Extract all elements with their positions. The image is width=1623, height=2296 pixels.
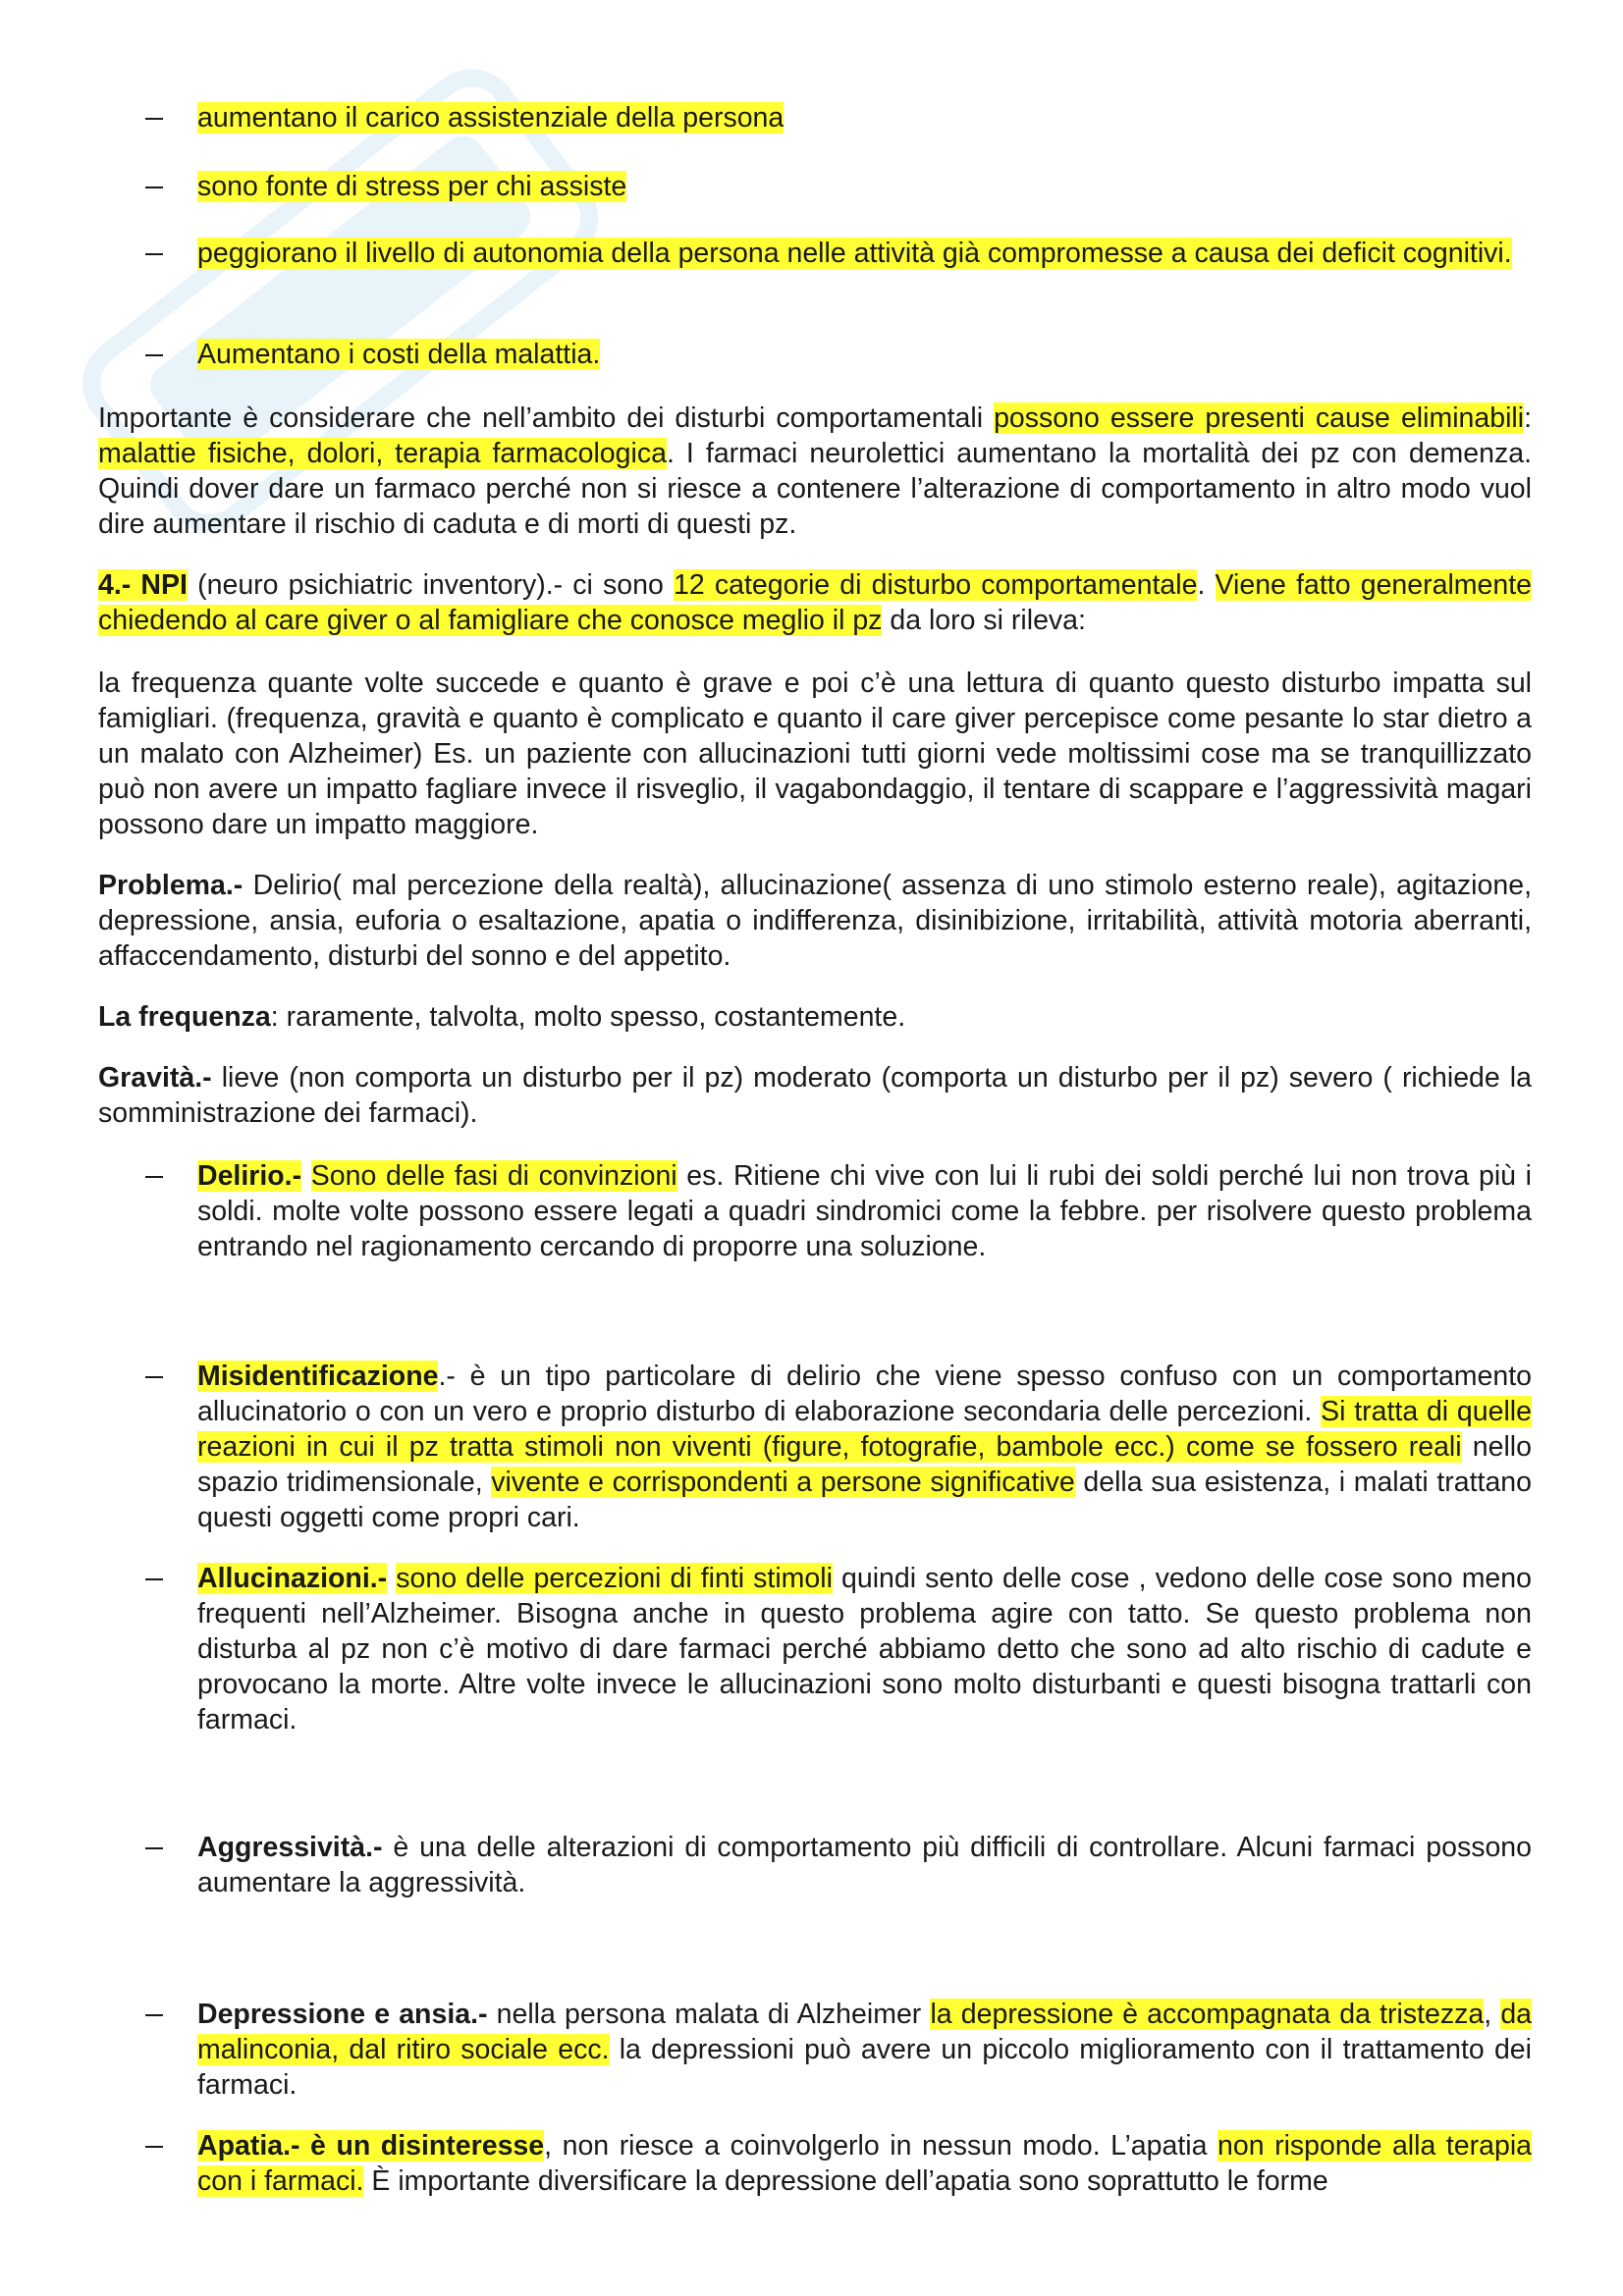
paragraph-npi: 4.- NPI (neuro psichiatric inventory).- ci sono 12 categorie di disturbo comportamentale. Viene fatto generalmente chiedendo al care giver o al famigliare che conosce meglio il pz da loro si rileva: [98,569,1532,636]
dash-icon [145,169,165,204]
dash-icon [145,1830,165,1865]
paragraph-importante: Importante è considerare che nell’ambito dei disturbi comportamentali possono essere presenti cause eliminabili: malattie fisiche, dolori, terapia farmacologica. I farmaci neurolettici aumentano la mortalità dei pz con demenza. Quindi dover dare un farmaco perché non si riesce a contenere l’alterazione di comportamento in altro modo vuol dire aumentare il rischio di caduta e di morti di questi pz. [98,402,1532,540]
list-item: aumentano il carico assistenziale della persona [98,100,1532,135]
list-item-apatia: Apatia.- è un disinteresse, non riesce a coinvolgerlo in nessun modo. L’apatia non risponde alla terapia con i farmaci. È importante diversificare la depressione dell’apatia sono soprattutto le forme [98,2128,1532,2199]
paragraph-frequenza: la frequenza quante volte succede e quanto è grave e poi c’è una lettura di quanto questo disturbo impatta sul famigliari. (frequenza, gravità e quanto è complicato e quanto il care giver percepisce come pesante lo star dietro a un malato con Alzheimer) Es. un paziente con allucinazioni tutti giorni vede moltissimi cose ma se tranquillizzato può non avere un impatto fagliare invece il risveglio, il vagabondaggio, il tentare di scappare e l’aggressività magari possono dare un impatto maggiore. [98,667,1532,840]
list-item-allucinazioni: Allucinazioni.- sono delle percezioni di finti stimoli quindi sento delle cose , vedono delle cose sono meno frequenti nell’Alzheimer. Bisogna anche in questo problema agire con tatto. Se questo problema non disturba al pz non c’è motivo di dare farmaci perché abbiamo detto che sono ad alto rischio di cadute e provocano la morte. Altre volte invece le allucinazioni sono molto disturbanti e questi bisogna trattarli con farmaci. [98,1561,1532,1737]
paragraph-problema: Problema.- Delirio( mal percezione della realtà), allucinazione( assenza di uno stimolo esterno reale), agitazione, depressione, ansia, euforia o esaltazione, apatia o indifferenza, disinibizione, irritabilità, attività motoria aberranti, affaccendamento, disturbi del sonno e del appetito. [98,870,1532,972]
dash-icon [145,1997,165,2032]
list-item-delirio: Delirio.- Sono delle fasi di convinzioni es. Ritiene chi vive con lui li rubi dei soldi perché lui non trova più i soldi. molte volte possono essere legati a quadri sindromici come la febbre. per risolvere questo problema entrando nel ragionamento cercando di proporre una soluzione. [98,1158,1532,1264]
dash-icon [145,236,165,271]
list-item: sono fonte di stress per chi assiste [98,169,1532,204]
dash-icon [145,2128,165,2163]
list-item-depressione: Depressione e ansia.- nella persona malata di Alzheimer la depressione è accompagnata da tristezza, da malinconia, dal ritiro sociale ecc. la depressioni può avere un piccolo miglioramento con il trattamento dei farmaci. [98,1997,1532,2103]
list-item-misidentificazione: Misidentificazione.- è un tipo particolare di delirio che viene spesso confuso con un comportamento allucinatorio o con un vero e proprio disturbo di elaborazione secondaria delle percezioni. Si tratta di quelle reazioni in cui il pz tratta stimoli non viventi (figure, fotografie, bambole ecc.) come se fossero reali nello spazio tridimensionale, vivente e corrispondenti a persone significative della sua esistenza, i malati trattano questi oggetti come propri cari. [98,1359,1532,1535]
list-item-aggressivita: Aggressività.- è una delle alterazioni di comportamento più difficili di controllare. Alcuni farmaci possono aumentare la aggressività. [98,1830,1532,1900]
dash-icon [145,1359,165,1394]
list-item: Aumentano i costi della malattia. [98,337,1532,372]
dash-icon [145,1561,165,1596]
dash-icon [145,1158,165,1194]
paragraph-la-frequenza: La frequenza: raramente, talvolta, molto spesso, costantemente. [98,1001,906,1033]
dash-icon [145,100,165,135]
paragraph-gravita: Gravità.- lieve (non comporta un disturbo per il pz) moderato (comporta un disturbo per il pz) severo ( richiede la somministrazione dei farmaci). [98,1062,1532,1129]
list-item: peggiorano il livello di autonomia della persona nelle attività già compromesse a causa dei deficit cognitivi. [98,236,1532,271]
dash-icon [145,337,165,372]
